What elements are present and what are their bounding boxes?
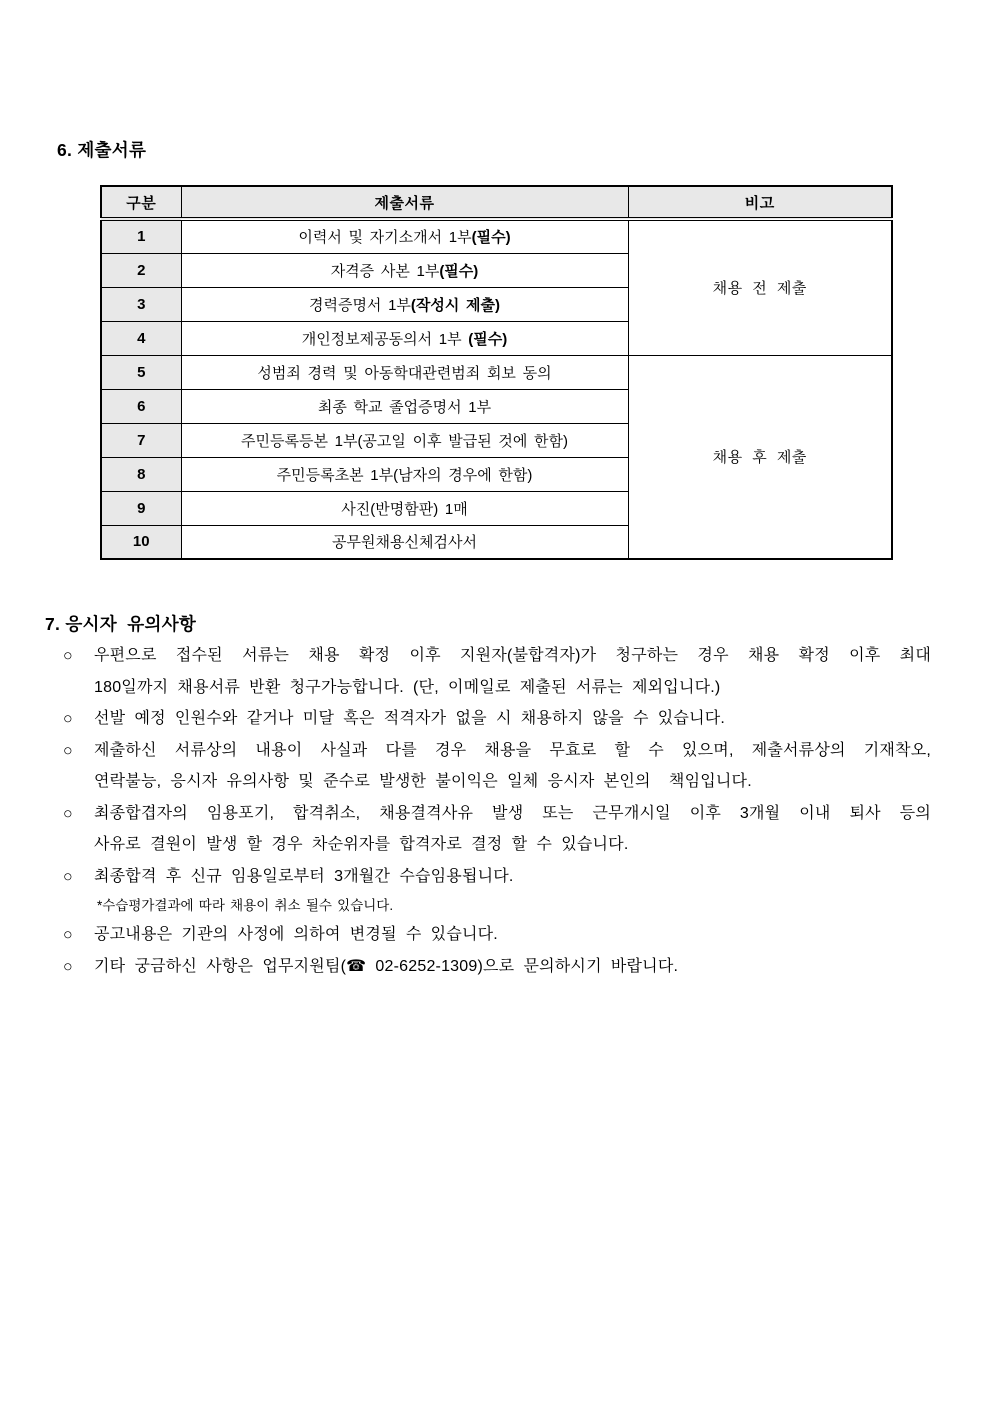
row-number-cell: 10 [101,525,181,559]
row-number-cell: 8 [101,457,181,491]
bullet-line: 180일까지 채용서류 반환 청구가능합니다. (단, 이메일로 제출된 서류는 제외입니다.) [94,678,721,696]
bullet-line: 우편으로 접수된 서류는 채용 확정 이후 지원자(불합격자)가 청구하는 경우 채용 확정 이후 최대 [94,647,931,664]
circle-bullet-icon: ○ [63,805,73,822]
row-number-cell: 6 [101,389,181,423]
applicant-notes-list [63,640,931,982]
document-name-cell: 공무원채용신체검사서 [181,525,628,559]
bullet-content [94,703,931,735]
remark-cell: 채용 후 제출 [628,355,892,559]
list-item [63,861,931,920]
required-emphasis: (필수) [471,229,511,247]
bullet-content [94,640,931,703]
document-name-cell: 경력증명서 1부(작성시 제출) [181,287,628,321]
bullet-content [94,951,931,983]
section7-title: 7. 응시자 유의사항 [45,614,197,634]
circle-bullet-icon: ○ [63,742,73,759]
row-number-cell: 3 [101,287,181,321]
bullet-line: 사유로 결원이 발생 할 경우 차순위자를 합격자로 결정 할 수 있습니다. [94,836,629,853]
list-item [63,951,931,983]
required-emphasis: (작성시 제출) [410,296,501,314]
submission-documents-table [100,185,893,560]
document-name-cell: 성범죄 경력 및 아동학대관련범죄 회보 동의 [181,355,628,389]
row-number-cell: 1 [101,219,181,253]
row-number-cell: 5 [101,355,181,389]
bullet-content [94,861,931,920]
circle-bullet-icon: ○ [63,926,73,944]
bullet-content [94,735,931,798]
document-name-cell: 최종 학교 졸업증명서 1부 [181,389,628,423]
list-item [63,735,931,798]
bullet-line: 최종합격 후 신규 임용일로부터 3개월간 수습임용됩니다. [94,867,514,885]
document-name-cell: 개인정보제공동의서 1부 (필수) [181,321,628,355]
document-name-cell: 이력서 및 자기소개서 1부(필수) [181,219,628,253]
document-name-cell: 자격증 사본 1부(필수) [181,253,628,287]
list-item [63,919,931,951]
col-header-remarks: 비고 [628,186,892,219]
required-emphasis: (필수) [439,262,479,280]
row-number-cell: 4 [101,321,181,355]
list-item [63,798,931,861]
required-emphasis: (필수) [468,330,508,348]
list-item [63,640,931,703]
row-number-cell: 2 [101,253,181,287]
remark-cell: 채용 전 제출 [628,219,892,355]
row-number-cell: 7 [101,423,181,457]
bullet-line: 선발 예정 인원수와 같거나 미달 혹은 적격자가 없을 시 채용하지 않을 수 있습니다. [94,710,726,727]
list-item [63,703,931,735]
section6-title: 6. 제출서류 [57,140,147,160]
circle-bullet-icon: ○ [63,710,73,728]
bullet-line: 공고내용은 기관의 사정에 의하여 변경될 수 있습니다. [94,926,498,943]
circle-bullet-icon: ○ [63,868,73,885]
table-row [101,355,892,389]
bullet-footnote: *수습평가결과에 따라 채용이 취소 될수 있습니다. [97,898,394,913]
circle-bullet-icon: ○ [63,647,73,665]
document-name-cell: 사진(반명함판) 1매 [181,491,628,525]
bullet-content [94,798,931,861]
document-name-cell: 주민등록초본 1부(남자의 경우에 한함) [181,457,628,491]
bullet-line: 기타 궁금하신 사항은 업무지원팀(☎ 02-6252-1309)으로 문의하시기 바랍니다. [94,957,679,975]
document-name-cell: 주민등록등본 1부(공고일 이후 발급된 것에 한함) [181,423,628,457]
bullet-content [94,919,931,951]
table-row [101,219,892,253]
circle-bullet-icon: ○ [63,958,73,975]
bullet-line: 제출하신 서류상의 내용이 사실과 다를 경우 채용을 무효로 할 수 있으며, 제출서류상의 기재착오, [94,741,931,759]
bullet-line: 최종합겹자의 임용포기, 합격취소, 채용결격사유 발생 또는 근무개시일 이후 3개월 이내 퇴사 등의 [94,804,931,822]
bullet-line: 연락불능, 응시자 유의사항 및 준수로 발생한 불이익은 일체 응시자 본인의 책임입니다. [94,773,752,790]
row-number-cell: 9 [101,491,181,525]
col-header-category: 구분 [101,186,181,219]
col-header-documents: 제출서류 [181,186,628,219]
table-header-row [101,186,892,219]
